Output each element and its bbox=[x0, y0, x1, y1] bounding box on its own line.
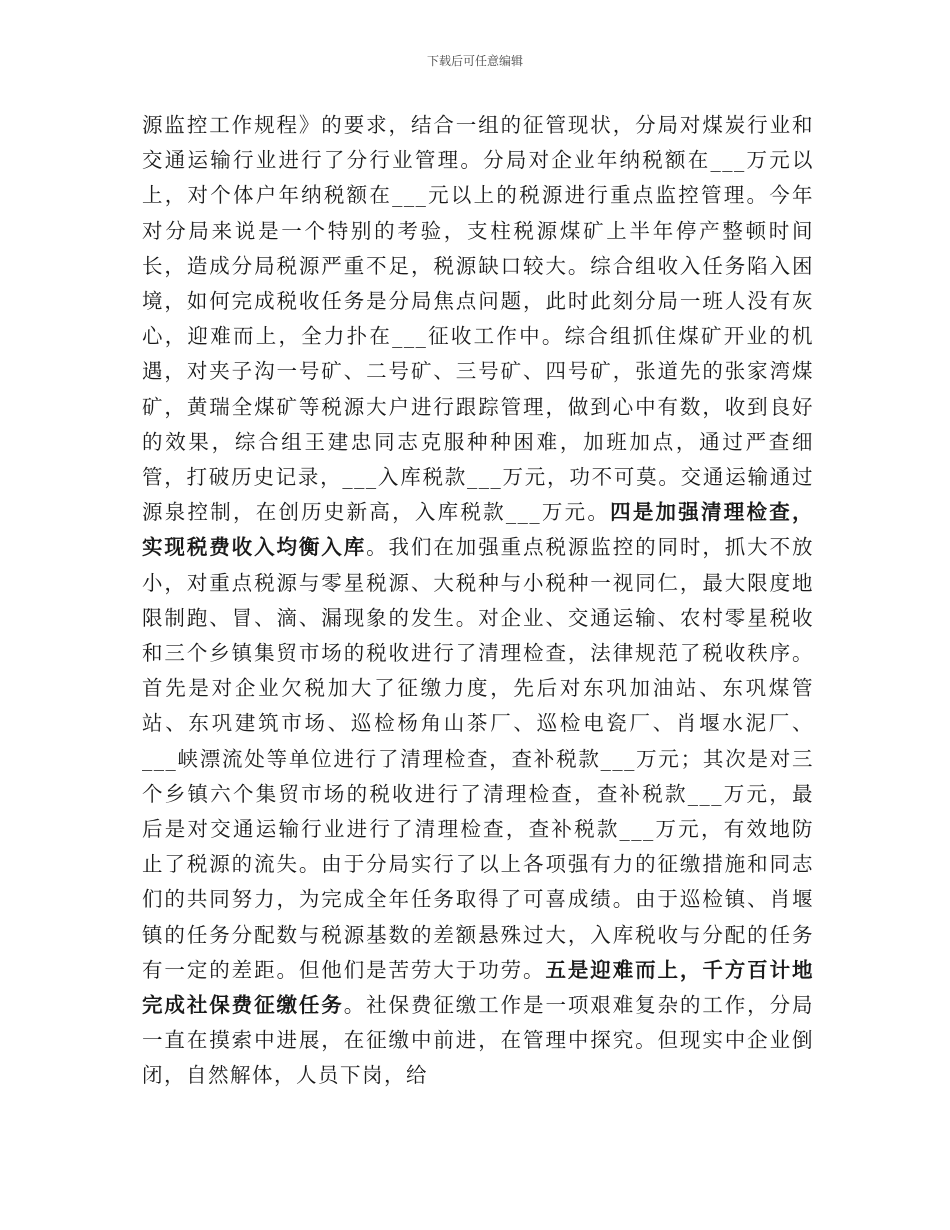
text-segment-3: 。社保费征缴工作是一项艰难复杂的工作，分局一直在摸索中进展，在征缴中前进，在管理中探究。但现实中企业倒闭，自然解体，人员下岗，给 bbox=[142, 993, 815, 1088]
text-segment-1: 源监控工作规程》的要求，结合一组的征管现状，分局对煤炭行业和交通运输行业进行了分行业管理。分局对企业年纳税额在___万元以上，对个体户年纳税额在___元以上的税源进行重点监控管理。今年对分局来说是一个特别的考验，支柱税源煤矿上半年停产整顿时间长，造成分局税源严重不足，税源缺口较大。综合组收入任务陷入困境，如何完成税收任务是分局焦点问题，此时此刻分局一班人没有灰心，迎难而上，全力扑在___征收工作中。综合组抓住煤矿开业的机遇，对夹子沟一号矿、二号矿、三号矿、四号矿，张道先的张家湾煤矿，黄瑞全煤矿等税源大户进行跟踪管理，做到心中有数，收到良好的效果，综合组王建忠同志克服种种困难，加班加点，通过严查细管，打破历史记录，___入库税款___万元，功不可莫。交通运输通过源泉控制，在创历史新高，入库税款___万元。 bbox=[142, 113, 814, 525]
bold-heading-4: 四是加强清理检查，实现税费收入均衡入库 bbox=[142, 500, 815, 560]
bold-heading-5: 五是迎难而上，千方百计地完成社保费征缴任务 bbox=[142, 957, 815, 1018]
page-header-note: 下载后可任意编辑 bbox=[426, 54, 523, 68]
text-segment-2: 。我们在加强重点税源监控的同时，抓大不放小，对重点税源与零星税源、大税种与小税种一视同仁，最大限度地限制跑、冒、滴、漏现象的发生。对企业、交通运输、农村零星税收和三个乡镇集贸市场的税收进行了清理检查，法律规范了税收秩序。首先是对企业欠税加大了征缴力度，先后对东巩加油站、东巩煤管站、东巩建筑市场、巡检杨角山茶厂、巡检电瓷厂、肖堰水泥厂、___峡漂流处等单位进行了清理检查，查补税款___万元；其次是对三个乡镇六个集贸市场的税收进行了清理检查，查补税款___万元，最后是对交通运输行业进行了清理检查，查补税款___万元，有效地防止了税源的流失。由于分局实行了以上各项强有力的征缴措施和同志们的共同努力，为完成全年任务取得了可喜成绩。由于巡检镇、肖堰镇的任务分配数与税源基数的差额悬殊过大，入库税收与分配的任务有一定的差距。但他们是苦劳大于功劳。 bbox=[142, 535, 815, 982]
body-paragraph bbox=[142, 108, 814, 1094]
